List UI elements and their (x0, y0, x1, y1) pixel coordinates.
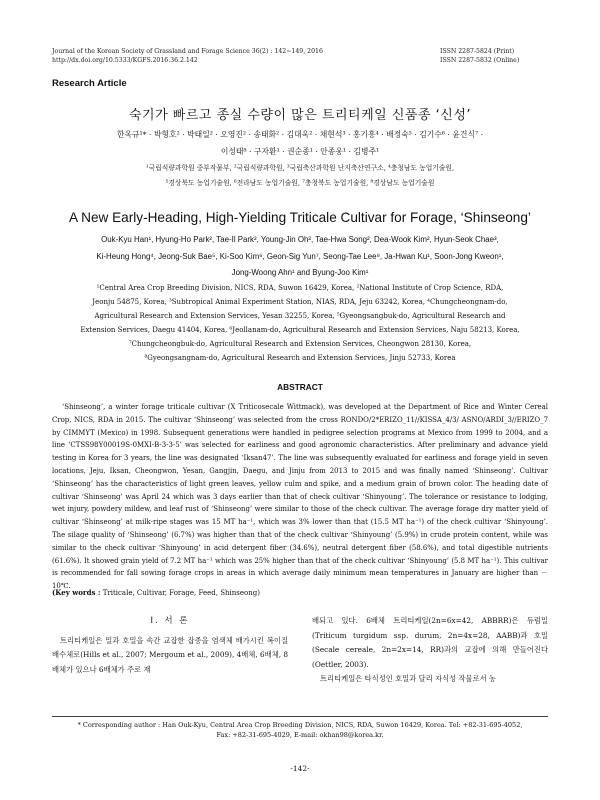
english-affiliation-line: Jeonju 54875, Korea, ³Subtropical Animal Experiment Station, NIAS, RDA, Jeju 63242, Korea, ⁴Chungcheongnam-do, (92, 298, 508, 306)
korean-title: 숙기가 빠르고 종실 수량이 많은 트리티케일 신품종 ‘신성’ (128, 108, 472, 123)
korean-authors (40, 126, 560, 160)
article-type-label: Research Article (52, 78, 127, 89)
english-affiliation-line: Agricultural Research and Extension Services, Yesan 32255, Korea, ⁵Gyeongsangbuk-do, Agricultural Research and (94, 312, 506, 320)
english-affiliations (52, 281, 548, 365)
journal-header-left (52, 47, 323, 65)
korean-authors-line: 이성태⁸ · 구자환¹ · 권순종¹ · 안종웅¹ · 김병주¹ (220, 147, 380, 156)
korean-authors-line: 한옥규¹* · 박형호² · 박태일² · 오영진² · 송태화² · 김대욱² · 채현석³ · 홍기흥⁴ · 배정숙⁵ · 김기수⁶ · 윤건식⁷ · (116, 130, 484, 139)
issn-print: ISSN 2287-5824 (Print) (440, 48, 515, 55)
issn-online: ISSN 2287-5832 (Online) (440, 57, 520, 64)
footnote-line: * Corresponding author : Han Ouk-Kyu, Central Area Crop Breeding Division, NICS, RDA, Suwon 16429, Korea. Tel: +82-31-695-4052, (77, 721, 523, 729)
english-title: A New Early-Heading, High-Yielding Triticale Cultivar for Forage, ‘Shinseong’ (69, 210, 531, 225)
doi-link[interactable]: http://dx.doi.org/10.5333/KGFS.2016.36.2.142 (52, 57, 198, 64)
english-authors-line: Ki-Heung Hong⁴, Jeong-Suk Bae⁵, Ki-Soo Kim⁶, Geon-Sig Yun⁷, Seong-Tae Lee⁸, Ja-Hwan Ku¹, Soon-Jong Kweon¹, (96, 251, 504, 261)
body-paragraph: 트리티케일은 밀과 호밀을 속간 교잡한 잡종을 염색체 배가시킨 복이질배수체로(Hills et al., 2007; Mergoum et al., 2009), 4배체, 6배체, 8배체가 있으나 6배체가 주로 재 (52, 635, 288, 674)
journal-citation: Journal of the Korean Society of Grassland and Forage Science 36(2) : 142~149, 2016 (52, 48, 323, 55)
keywords-text: Triticale, Cultivar, Forage, Feed, Shinseong) (102, 589, 260, 597)
english-authors (52, 232, 548, 282)
footnote-line: Fax: +82-31-695-4029, E-mail: okhan98@korea.kr. (216, 731, 384, 739)
korean-affiliation-line: ¹국립식량과학원 중부작물부, ²국립식량과학원, ³국립축산과학원 난지축산연구소, ⁴충청남도 농업기술원, (145, 164, 455, 172)
page-number: -142- (290, 764, 310, 773)
body-column-left (52, 614, 288, 677)
english-authors-line: Jong-Woong Ahn¹ and Byung-Joo Kim¹ (231, 268, 369, 277)
korean-affiliations (40, 161, 560, 190)
corresponding-author-footnote (52, 720, 548, 740)
english-affiliation-line: Extension Services, Daegu 41404, Korea, ⁶Jeollanam-do, Agricultural Research and Extension Services, Naju 58213, Korea, (80, 326, 520, 334)
footnote-divider (52, 716, 548, 717)
body-paragraph: 배되고 있다. 6배체 트리티케일(2n=6x=42, ABBRR)은 듀럼밀(Triticum turgidum ssp. durum, 2n=4x=28, AABB)과 호밀(Secale cereale, 2n=2x=14, RR)과의 교잡에 의해 만들어진다(Oettler, 2003). (312, 616, 548, 669)
body-column-right (312, 614, 548, 687)
keywords (52, 588, 548, 597)
english-affiliation-line: ¹Central Area Crop Breeding Division, NICS, RDA, Suwon 16429, Korea, ²National Institute of Crop Science, RDA, (96, 284, 504, 292)
english-affiliation-line: ⁷Chungcheongbuk-do, Agricultural Research and Extension Services, Cheongwon 28130, Korea, (128, 340, 472, 348)
english-authors-line: Ouk-Kyu Han¹, Hyung-Ho Park², Tae-Il Park², Young-Jin Oh², Tae-Hwa Song², Dea-Wook Kim², Hyun-Seok Chae³, (101, 235, 499, 244)
abstract-body: ‘Shinseong’, a winter forage triticale cultivar (X Triticosecale Wittmack), was developed at the Department of Rice and Winter Cereal Crop, NICS, RDA in 2015. The cultivar ‘Shinseong’ was selected from the cross RONDO/2*ERIZO_11//KISSA_4/3/ ASNO/ARDI_3//ERIZO_7 by CIMMYT (Mexico) in 1998. Subsequent generations were handled in pedigree selection programs at Mexico from 1999 to 2004, and a line ‘CTSS98Y00019S-0MXI-B-3-3-5’ was selected for earliness and good agronomic characteristics. After preliminary and advance yield testing in Korea for 3 years, the line was designated ‘Iksan47’. The line was subsequently evaluated for earliness and forage yield in seven locations, Jeju, Iksan, Cheongwon, Yesan, Gangjin, Daegu, and Jinju from 2013 to 2015 and was finally named ‘Shinseong’. Cultivar ‘Shinseong’ has the characteristics of light green leaves, yellow culm and spike, and a medium grain of brown color. The heading date of cultivar ‘Shinseong’ was April 24 which was 3 days earlier than that of check cultivar ‘Shinyoung’. The tolerance or resistance to lodging, wet injury, powdery mildew, and leaf rust of ‘Shinseong’ were similar to those of the check cultivar. The average forage dry matter yield of cultivar ‘Shinseong’ at milk-ripe stages was 15 MT ha⁻¹, which was 3% lower than that (15.5 MT ha⁻¹) of the check cultivar ‘Shinyoung’. The silage quality of ‘Shinseong’ (6.7%) was higher than that of the check cultivar ‘Shinyoung’ (5.9%) in crude protein content, while was similar to the check cultivar ‘Shinyoung’ in acid detergent fiber (34.6%), neutral detergent fiber (58.6%), and total digestible nutrients (61.6%). It showed grain yield of 7.2 MT ha⁻¹ which was 25% higher than that of the check cultivar ‘Shinyoung’ (5.8 MT ha⁻¹). This cultivar is recommended for fall sowing forage crops in areas in which average daily minimum mean temperatures in January are higher than －10℃. (52, 403, 548, 591)
english-affiliation-line: ⁸Gyeongsangnam-do, Agricultural Research and Extension Services, Jinju 52733, Korea (144, 354, 456, 362)
body-paragraph: 트리티케일은 타식성인 호밀과 달리 자식성 작물로서 농 (320, 674, 497, 684)
section-heading-introduction: Ⅰ. 서 론 (150, 616, 190, 626)
korean-affiliation-line: ⁵경상북도 농업기술원, ⁶전라남도 농업기술원, ⁷충청북도 농업기술원, ⁸경상남도 농업기술원 (165, 178, 435, 187)
keywords-label: (Key words : (52, 588, 101, 597)
abstract-heading: ABSTRACT (277, 382, 323, 392)
journal-header-right (440, 47, 519, 65)
